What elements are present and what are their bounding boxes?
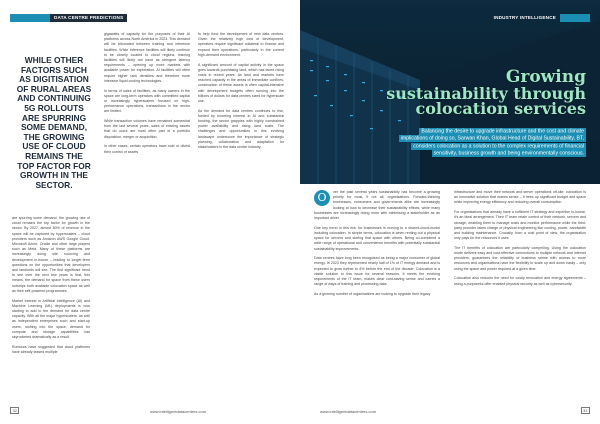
section-bar <box>560 14 590 22</box>
left-column-3 <box>198 32 284 155</box>
paragraph: As a growing number of organisations are looking to upgrade their legacy <box>314 291 431 296</box>
paragraph: are spurring some demand, the growing use of cloud remains the top factor for growth in the sector. By 2027, almost 50% of revenue in the space will be captured by hyperscalers – cloud providers such as Amazon AWS Google Cloud, Microsoft Azure, Oracle and other large players such as Meta. Many of these platforms are increasingly doing site sourcing and development in-house – leading to longer-term questions on the opportunities that developers and landlords will see. The first significant trend to see over the next few years is that, this means, the demand for space from these users outstrips both available colocation space as well as their self-powered programmes. <box>12 216 90 293</box>
paragraph: A significant amount of capital activity in the space goes towards purchasing land, which has faced rising costs in recent years. As land and markets have reached capacity in the areas of immediate confines, construction of these assets is often capital-intensive with development budgets often running into the billions of dollars for data centres sized for hyperscale use. <box>198 62 284 103</box>
footer-url[interactable]: www.intelligentdatacentres.com <box>150 409 207 414</box>
paragraph: While transaction volumes have remained somewhat from the last several years, sales of existing assets that do occur are most often part of a portfolio disposition, merger or acquisition. <box>104 119 190 139</box>
paragraph: infrastructure and move their network and server operations off-site, colocation is an innovative solution that makes sense – it frees up significant budget and space while improving energy efficiency and reducing overall consumption. <box>454 190 586 205</box>
dropcap-letter: O <box>314 190 330 206</box>
paragraph: The IT benefits of colocation are particularly compelling. Using the colocation mode delivers easy and cost-effective connections to multiple network and internet providers, guarantees the reliability of business sense with access to more resources and organisations have the flexibility to scale up and down easily – only using the space and power required at a given time. <box>454 245 586 271</box>
paragraph: Market interest in Artificial Intelligence (AI) and Machine Learning (ML) deployments is now starting to add to the demand for data centre capacity. With all the major hyperscalers, as well as independent enterprises such and start-up users, rushing into the space, demand for compute and storage capabilities has skyrocketed dramatically as a result. <box>12 298 90 339</box>
title-line: Growing <box>505 67 586 87</box>
hero-image <box>300 0 600 184</box>
title-line: sustainability through <box>386 83 586 103</box>
section-header-left <box>10 14 127 22</box>
footer-url[interactable]: www.intelligentdatacentres.com <box>320 409 377 414</box>
title-line: colocation services <box>415 99 586 118</box>
section-bar <box>10 14 50 22</box>
standfirst <box>394 128 586 158</box>
paragraph: In terms of sales of facilities, as many owners in the space are long-term operators with committed capital or increasingly hyperscalers focused on high-performance operations, transactions in the sector are limited. <box>104 88 190 114</box>
paragraph: As the demand for data centres continues to rise, fuelled by booming interest in AI and substantial funding, the sector grapples with highly constrained power availability and rising land costs. The challenges and opportunities in this evolving landscape underscore the importance of strategic planning, collaboration and adaptation for stakeholders in the data centre industry. <box>198 108 284 150</box>
right-column-1 <box>314 190 440 302</box>
right-page <box>300 0 600 424</box>
standfirst-text: Balancing the desire to upgrade infrastructure and the cost and climate implications of doing so, Sarwan Khan, Global Head of Digital Sustainability, BT, considers colocation as a solution to the complex requirements of financial sensitivity, business growth and being environmentally conscious. <box>400 128 584 157</box>
paragraph: Colocation also reduces the need for costly renovation and energy agreements – using a purposeful offer enabled physical security as well as cybersecurity. <box>454 276 586 286</box>
paragraph: For organisations that already have a sufficient IT strategy and expertise in-house, it's an ideal arrangement. Their IT team retain control of their network, servers and storage, enabling them to manage costs and monitor performance while the third-party provider takes charge of physical engineering like cooling, power, bandwidth and building maintenance. Crucially, from a cost point of view, the organisation only pays for the resources it uses. <box>454 210 586 241</box>
paragraph: to help fund the development of new data centres. Given the relatively high cost of development, operators require significant collateral to finance and expand their operations, particularly in the current high-demand environment. <box>198 32 284 57</box>
paragraph: In other cases, certain operators have sold or divest their control of assets <box>104 144 190 154</box>
paragraph: Rumours have suggested that cloud platforms have already leased multiple <box>12 344 90 354</box>
paragraph: Data centres have long been recognised as being a major consumer of global energy. In 2023 they represented nearly half of 1% of IT energy demand and is expected to grow further to 8% before the end of the decade. Colocation is a viable solution to this issue for several reasons. It meets the evolving requirements of the IT team, makes clear cost-saving sense and carries a range of ways of training and processing data. <box>314 256 440 287</box>
paragraph: ver the past several years sustainability has become a growing priority for most, if not all, organisations. Forward-thinking businesses, consumers and governments alike are increasingly looking at how to decrease their sustainability effects, while many businesses are increasingly doing more with minimising a stakeholder as an important driver. <box>314 190 440 221</box>
page-number <box>10 407 19 414</box>
page-number-text: 33 <box>581 407 590 414</box>
paragraph: One key trend in this era: for businesses is moving to a shared-cloud-model including colocation. In simple terms, colocation is when renting out a physical space for servers and storing that space with others. Being co-combined a wide range of operational and convenience benefits with potentially substantial sustainability improvements. <box>314 225 440 251</box>
section-header-right <box>490 14 590 22</box>
article-title <box>376 67 586 118</box>
pull-quote: WHILE OTHER FACTORS SUCH AS DIGITISATION OF RURAL AREAS AND CONTINUING 5G ROLLOUTS ARE SPURRING SOME DEMAND, THE GROWING USE OF CLOUD REMAINS THE TOP FACTOR FOR GROWTH IN THE SECTOR. <box>16 55 92 190</box>
page-number-text: 32 <box>10 407 19 414</box>
left-column-1 <box>12 216 90 360</box>
dropcap-paragraph <box>314 190 440 221</box>
section-label: INDUSTRY INTELLIGENCE <box>493 15 556 20</box>
paragraph: gigawatts of capacity for the purposes of their AI platforms across North America in 2023. This demand will be bifurcated between training and inference facilities. While inference facilities will likely continue to be closely located to cloud regions, training facilities will likely not have as stringent latency requirements – opening up more markets with available power for exploration. AI facilities will often require higher rack densities and therefore more intensive liquid cooling technologies. <box>104 32 190 83</box>
right-column-2 <box>454 190 586 291</box>
left-column-2 <box>104 32 190 159</box>
page-number <box>581 407 590 414</box>
section-label: DATA CENTRE PREDICTIONS <box>50 14 127 22</box>
